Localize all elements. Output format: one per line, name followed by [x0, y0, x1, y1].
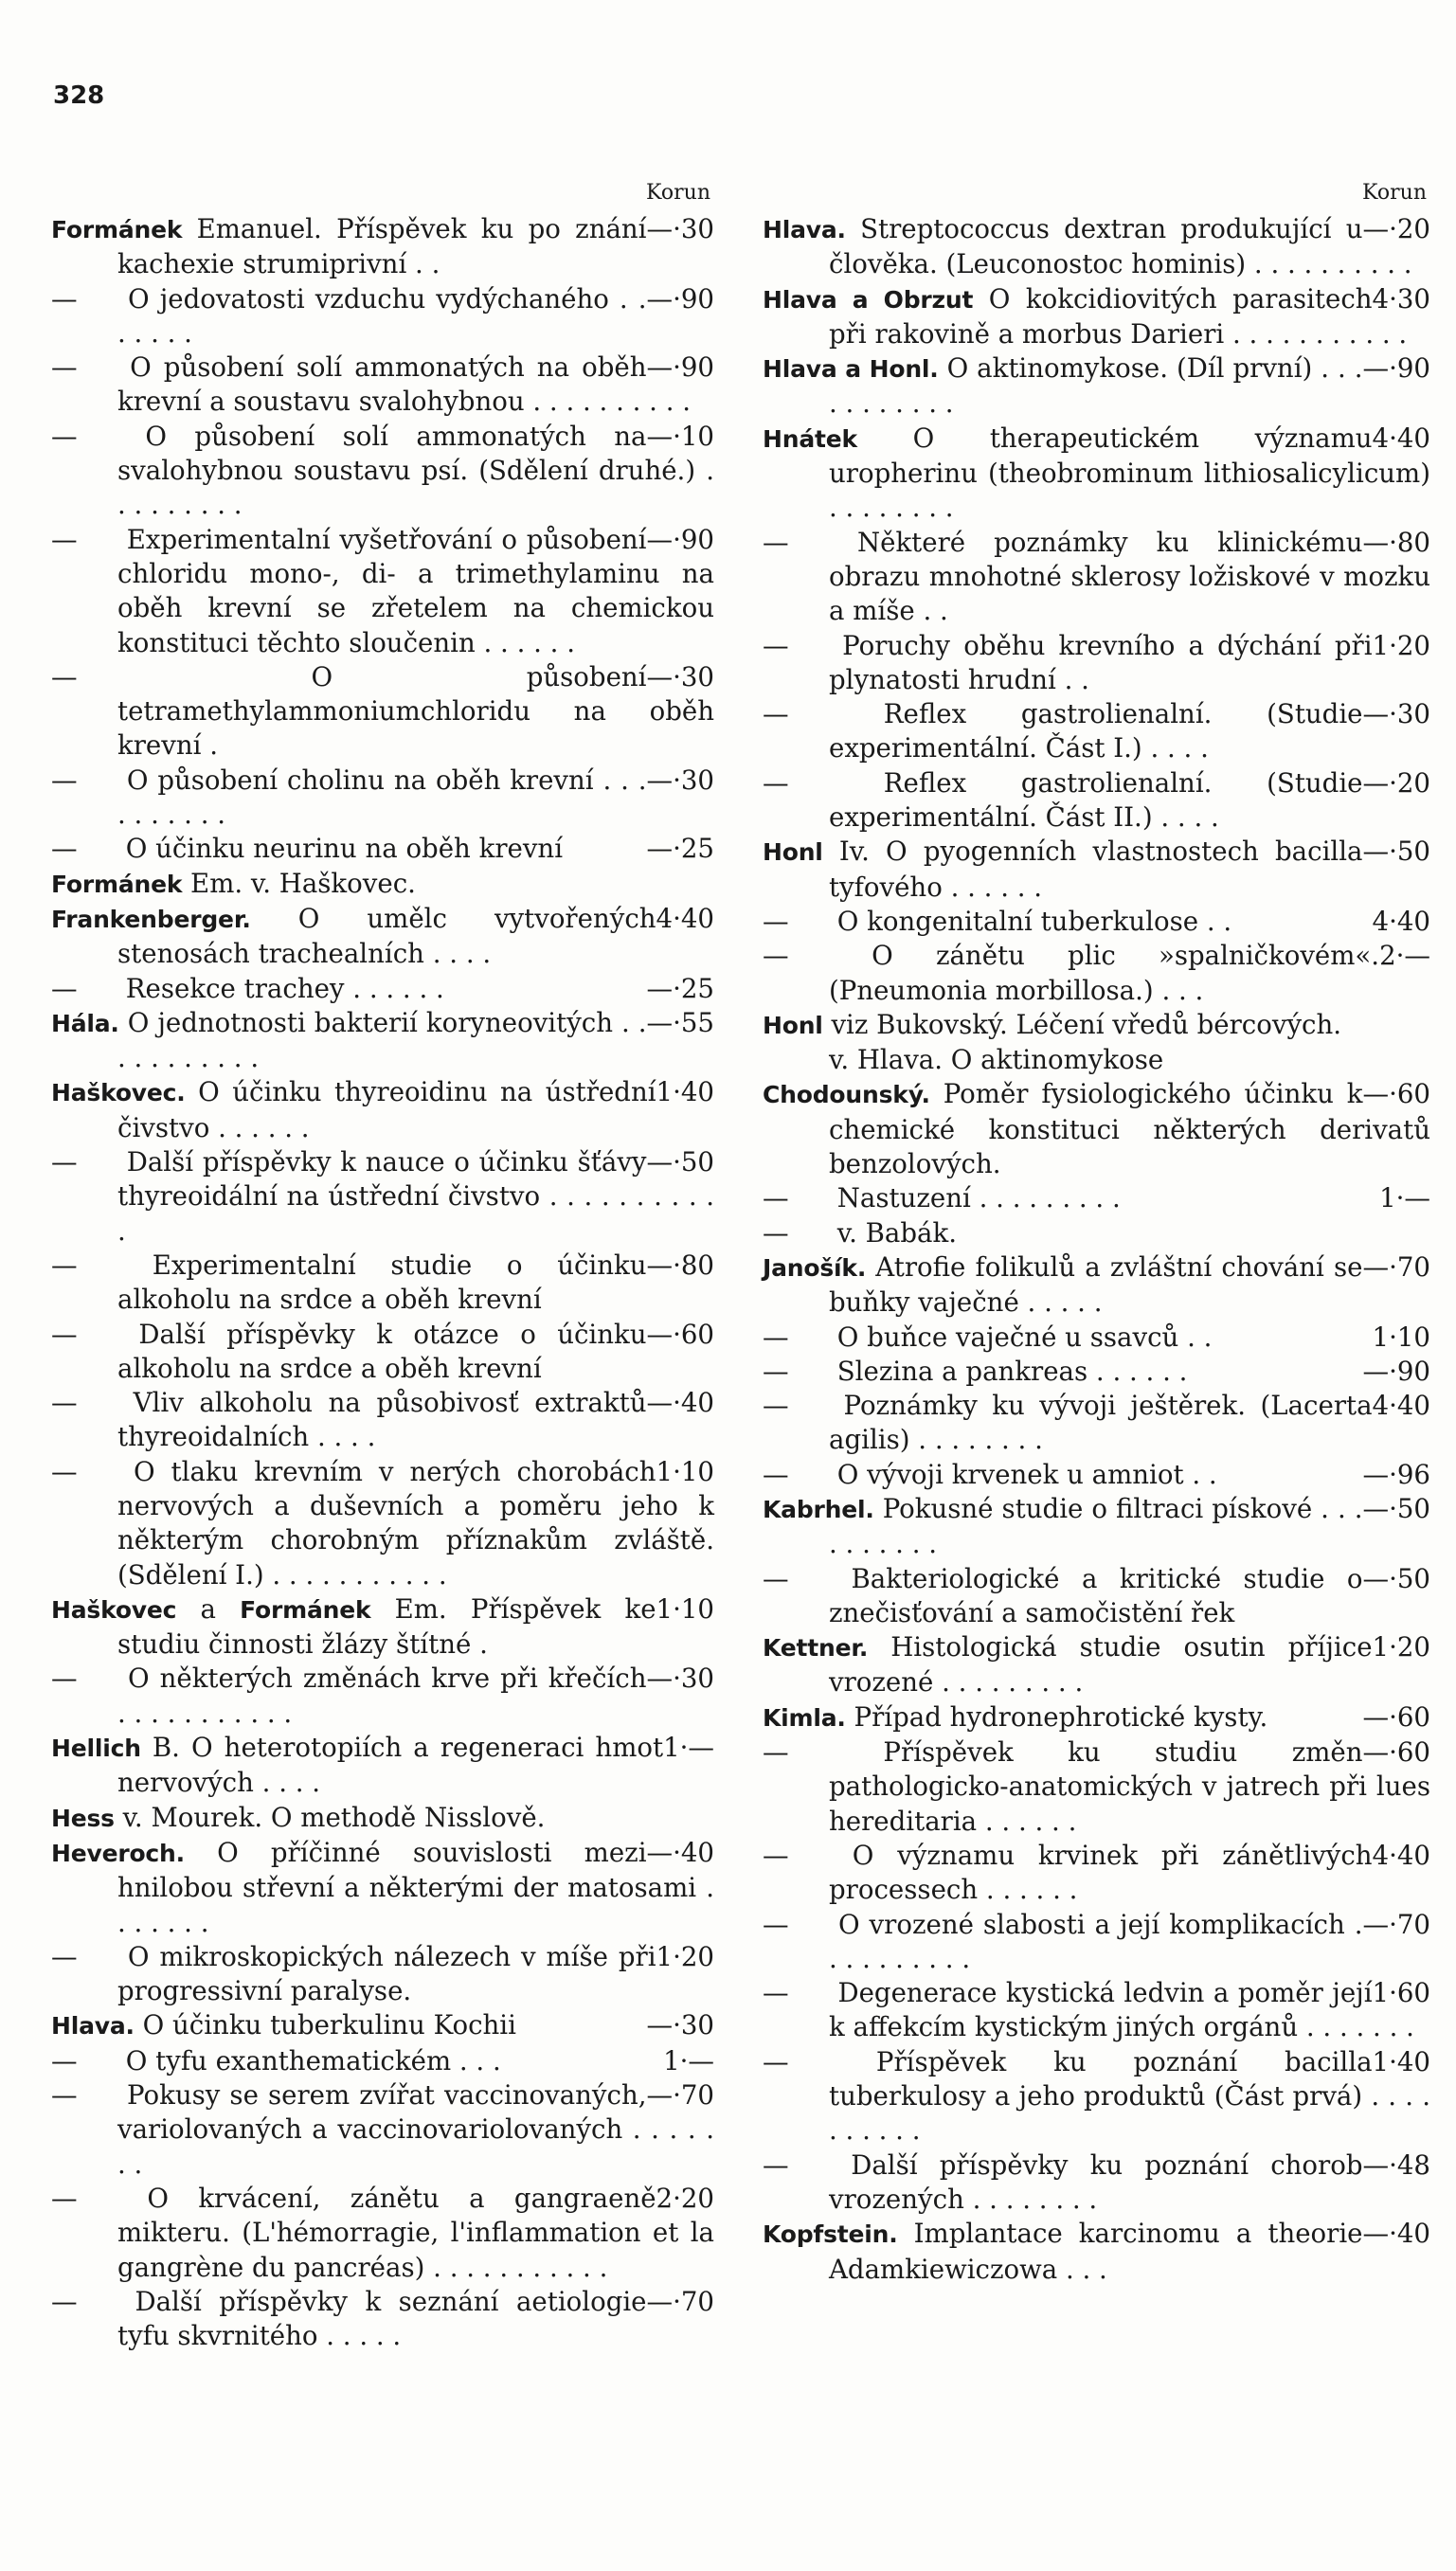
bibliography-entry — [51, 1801, 714, 1836]
bibliography-entry — [763, 1216, 1430, 1250]
bibliography-entry — [763, 422, 1430, 526]
bibliography-entry — [51, 1940, 714, 2009]
author-name: Hellich — [51, 1735, 141, 1763]
bibliography-entry — [763, 1077, 1430, 1181]
entry-price: —·30 — [646, 2009, 714, 2041]
bibliography-entry — [51, 660, 714, 764]
bibliography-entry — [51, 2078, 714, 2182]
bibliography-entry — [51, 764, 714, 833]
author-name: Honl — [763, 1011, 823, 1039]
entry-price: 1·20 — [1372, 629, 1430, 661]
bibliography-entry — [51, 420, 714, 523]
entry-title: Iv. O pyogenních vlastnostech bacilla tyfového . . . . . . — [822, 836, 1363, 903]
bibliography-entry — [51, 2044, 714, 2078]
entry-title: Některé poznámky ku klinickému obrazu mnohotné sklerosy ložiskové v mozku a míše . . — [829, 526, 1430, 627]
entry-title: O therapeutickém významu uropherinu (theobrominum lithiosalicylicum) . . . . . . . . — [829, 422, 1430, 524]
ditto-dash: — — [763, 1908, 789, 1940]
entry-title: Pokusné studie o filtraci pískové . . . . . . . . . . — [829, 1492, 1363, 1560]
entry-title: Poznámky ku vývoji ještěrek. (Lacerta agilis) . . . . . . . . — [829, 1390, 1373, 1456]
entry-title: O umělc vytvořených stenosách trachealních . . . . — [117, 902, 656, 970]
author-name: Hlava. — [51, 2012, 135, 2041]
bibliography-entry — [763, 1562, 1430, 1631]
entry-price: —·50 — [646, 1146, 714, 1178]
entry-price: —·70 — [1362, 1250, 1430, 1283]
entry-price: —·40 — [1362, 2218, 1430, 2250]
ditto-dash: — — [51, 1249, 78, 1281]
entry-price: —·30 — [646, 660, 714, 692]
ditto-dash: — — [51, 1387, 78, 1419]
author-name: Hess — [51, 1804, 115, 1832]
entry-title: Emanuel. Příspěvek ku po znání kachexie strumiprivní . . — [117, 213, 647, 280]
bibliography-entry — [763, 1355, 1430, 1389]
entry-price: —·90 — [646, 351, 714, 384]
entry-price: 1·10 — [1372, 1321, 1430, 1353]
entry-title: O aktinomykose. (Díl první) . . . . . . . . . . . — [829, 352, 1363, 420]
entry-price: —·60 — [646, 1318, 714, 1350]
entry-price: —·90 — [1362, 1355, 1430, 1387]
bibliography-entry — [763, 766, 1430, 836]
bibliography-entry — [51, 351, 714, 420]
entry-title: Příspěvek ku poznání bacilla tuberkulosy a jeho produktů (Část prvá) . . . . . . . . . . — [829, 2045, 1430, 2147]
bibliography-entry — [51, 282, 714, 351]
bibliography-entry — [51, 1731, 714, 1801]
entry-price: —·50 — [1362, 836, 1430, 868]
entry-price: —·20 — [1362, 766, 1430, 799]
bibliography-entry — [51, 212, 714, 282]
bibliography-entry — [763, 905, 1430, 939]
ditto-dash: — — [51, 351, 78, 384]
author-name: Kabrhel. — [763, 1495, 874, 1523]
entry-title: Nastuzení . . . . . . . . . — [829, 1182, 1121, 1214]
entry-title: Reflex gastrolienalní. (Studie experimentální. Část I.) . . . . — [829, 698, 1363, 764]
entry-title: Vliv alkoholu na působivosť extraktů thyreoidalních . . . . — [117, 1387, 647, 1453]
ditto-dash: — — [763, 1562, 789, 1594]
bibliography-entry — [763, 526, 1430, 629]
entry-price: 1·40 — [1372, 2045, 1430, 2077]
bibliography-entry — [763, 212, 1430, 282]
entry-title: Implantace karcinomu a theorie Adamkiewiczowa . . . — [829, 2218, 1363, 2285]
bibliography-entry — [763, 697, 1430, 766]
bibliography-entry — [763, 1700, 1430, 1735]
entry-price: —·48 — [1362, 2148, 1430, 2181]
author-name: Kopfstein. — [763, 2220, 898, 2249]
entry-price: 4·40 — [656, 902, 714, 934]
ditto-dash: — — [51, 2079, 78, 2112]
entry-title: O buňce vaječné u ssavců . . — [829, 1321, 1213, 1353]
ditto-dash: — — [51, 1146, 78, 1178]
ditto-dash: — — [51, 2285, 78, 2317]
right-column — [763, 180, 1430, 2287]
bibliography-entry — [763, 629, 1430, 698]
entry-price: 4·40 — [1372, 905, 1430, 937]
entry-title: O krvácení, zánětu a gangraeně mikteru. (L'hémorragie, l'inflammation et la gangrène du pancréas) . . . . . . . . . . . — [117, 2182, 714, 2283]
entry-title: v. Mourek. O methodě Nisslově. — [114, 1801, 546, 1833]
bibliography-entry — [763, 1321, 1430, 1355]
entry-price: 4·40 — [1372, 1839, 1430, 1871]
entry-title: Poměr fysiologického účinku k chemické konstituci některých derivatů benzolových. — [829, 1078, 1430, 1180]
bibliography-entry — [763, 939, 1430, 1008]
entry-price: —·70 — [646, 2285, 714, 2317]
entry-title: Příspěvek ku studiu změn pathologicko-anatomických v jatrech při lues hereditaria . . . . . . — [829, 1736, 1430, 1837]
ditto-dash: — — [763, 1977, 789, 2009]
entry-price: —·60 — [1362, 1078, 1430, 1110]
bibliography-entry — [51, 1455, 714, 1592]
ditto-dash: — — [51, 1455, 78, 1487]
entry-price: —·20 — [1362, 213, 1430, 244]
author-name: Chodounský. — [763, 1081, 930, 1109]
bibliography-entry — [51, 1386, 714, 1455]
entry-price: —·50 — [1362, 1492, 1430, 1524]
bibliography-entry — [51, 832, 714, 866]
bibliography-entry — [51, 972, 714, 1006]
bibliography-entry — [763, 282, 1430, 352]
bibliography-entry — [51, 1318, 714, 1387]
ditto-dash: — — [763, 526, 789, 558]
bibliography-entry — [763, 835, 1430, 905]
author-name: Haškovec. — [51, 1079, 186, 1107]
bibliography-entry — [763, 2148, 1430, 2218]
entry-title: v. Hlava. O aktinomykose — [829, 1044, 1164, 1076]
entry-title: O tlaku krevním v nerých chorobách nervových a duševních a poměru jeho k některým chorobným příznakům zvláště. (Sdělení I.) . . . . . . . . . . . — [117, 1455, 714, 1591]
ditto-dash: — — [763, 1390, 789, 1422]
ditto-dash: — — [763, 1216, 789, 1249]
ditto-dash: — — [51, 972, 78, 1004]
ditto-dash: — — [763, 2148, 789, 2181]
entry-title: O tyfu exanthematickém . . . — [117, 2044, 501, 2077]
entry-price: 1·— — [663, 2044, 714, 2077]
entry-title: Degenerace kystická ledvin a poměr její k affekcím kystickým jiných orgánů . . . . . . . — [829, 1977, 1414, 2043]
entry-title: O kokcidiovitých parasitech při rakovině a morbus Darieri . . . . . . . . . . . — [829, 282, 1408, 350]
bibliography-entry — [763, 1492, 1430, 1562]
entry-price: 4·40 — [1372, 422, 1430, 454]
author-name: Kettner. — [763, 1634, 869, 1663]
ditto-dash: — — [763, 2045, 789, 2077]
entry-title: Slezina a pankreas . . . . . . — [829, 1355, 1188, 1387]
bibliography-entry — [763, 1908, 1430, 1977]
entry-title: O vrozené slabosti a její komplikacích . . . . . . . . . . — [829, 1908, 1363, 1974]
entry-price: —·40 — [646, 1387, 714, 1419]
author-name: Hlava a Honl. — [763, 355, 939, 384]
entry-price: —·30 — [1362, 698, 1430, 730]
entry-title: O jednotnosti bakterií koryneovitých . . . . . . . . . . . — [117, 1006, 647, 1074]
bibliography-entry — [51, 1145, 714, 1249]
entry-price: 1·60 — [1372, 1977, 1430, 2009]
entry-price: —·25 — [646, 972, 714, 1004]
bibliography-entry — [51, 2008, 714, 2043]
author-name: Janošík. — [763, 1253, 867, 1282]
ditto-dash: — — [51, 660, 78, 692]
bibliography-entry — [763, 1181, 1430, 1215]
entry-price: 1·— — [663, 1732, 714, 1764]
author-name: Formánek — [51, 870, 183, 898]
bibliography-entry — [51, 1836, 714, 1940]
bibliography-entry — [51, 1075, 714, 1145]
entry-price: 4·40 — [1372, 1390, 1430, 1422]
bibliography-entry — [51, 1249, 714, 1318]
entry-title: Resekce trachey . . . . . . — [117, 972, 444, 1004]
author-name: Formánek — [51, 216, 183, 243]
entry-title: Další příspěvky k nauce o účinku šťávy thyreoidální na ústřední čivstvo . . . . . . . . . . . — [117, 1146, 714, 1247]
ditto-dash: — — [51, 1318, 78, 1350]
ditto-dash: — — [763, 1355, 789, 1387]
bibliography-entry — [51, 902, 714, 972]
ditto-dash: — — [763, 905, 789, 937]
entry-title: O působení tetramethylammoniumchloridu na oběh krevní . — [117, 660, 714, 762]
bibliography-entry — [763, 1250, 1430, 1321]
entry-title: B. O heterotopiích a regeneraci hmot nervových . . . . — [117, 1732, 664, 1799]
entry-title: O působení solí ammonatých na svalohybnou soustavu psí. (Sdělení druhé.) . . . . . . . . . — [117, 420, 714, 521]
ditto-dash: — — [763, 940, 789, 972]
entry-price: 1·10 — [656, 1455, 714, 1487]
entry-title: Bakteriologické a kritické studie o znečisťování a samočistění řek — [829, 1562, 1363, 1628]
entry-price: —·40 — [646, 1836, 714, 1868]
entry-price: —·80 — [1362, 526, 1430, 558]
bibliography-entry — [51, 1662, 714, 1731]
entry-title: Případ hydronephrotické kysty. — [845, 1700, 1268, 1733]
entry-title: O významu krvinek při zánětlivých processech . . . . . . — [829, 1839, 1373, 1906]
entry-price: 2·— — [1379, 940, 1430, 972]
entry-price: —·70 — [646, 2079, 714, 2112]
entry-price: 1·— — [1379, 1182, 1430, 1214]
ditto-dash: — — [763, 1182, 789, 1214]
entry-price: —·55 — [646, 1006, 714, 1038]
author-name: Haškovec — [51, 1595, 177, 1624]
entry-title: Histologická studie osutin příjice vrozené . . . . . . . . . — [829, 1631, 1373, 1699]
ditto-dash: — — [763, 1458, 789, 1490]
author-name: Hnátek — [763, 424, 857, 453]
entry-title: Další příspěvky k seznání aetiologie tyfu skvrnitého . . . . . — [117, 2285, 647, 2352]
ditto-dash: — — [51, 2044, 78, 2077]
bibliography-entry — [51, 1006, 714, 1076]
entry-title: O mikroskopických nálezech v míše při progressivní paralyse. — [117, 1940, 656, 2007]
entry-title: O účinku neurinu na oběh krevní — [117, 833, 564, 865]
entry-title: Další příspěvky ku poznání chorob vrozených . . . . . . . . — [829, 2148, 1363, 2215]
ditto-dash: — — [51, 523, 78, 555]
entry-title: v. Babák. — [829, 1216, 957, 1249]
entry-price: —·90 — [646, 282, 714, 315]
bibliography-entry — [763, 2045, 1430, 2148]
bibliography-entry — [763, 1976, 1430, 2045]
column-header-korun: Korun — [1362, 181, 1427, 205]
column-header-korun: Korun — [646, 181, 710, 205]
entry-title: O účinku thyreoidinu na ústřední čivstvo . . . . . . — [117, 1076, 656, 1143]
entry-title: O některých změnách krve při křečích . . . . . . . . . . . — [117, 1663, 647, 1729]
bibliography-entry — [763, 1389, 1430, 1458]
author-name: Formánek — [240, 1595, 371, 1624]
entry-price: 1·20 — [656, 1940, 714, 1972]
bibliography-entry — [763, 1630, 1430, 1700]
entry-title: Experimentalní vyšetřování o působení chloridu mono-, di- a trimethylaminu na oběh krevní se zřetelem na chemickou konstituci těchto sloučenin . . . . . . — [117, 523, 714, 658]
entry-title: O vývoji krvenek u amniot . . — [829, 1458, 1217, 1490]
bibliography-entry — [763, 351, 1430, 422]
ditto-dash: — — [51, 282, 78, 315]
bibliography-entry — [763, 2217, 1430, 2287]
entry-title: O působení solí ammonatých na oběh krevní a soustavu svalohybnou . . . . . . . . . . — [117, 351, 692, 418]
author-name: Heveroch. — [51, 1839, 185, 1867]
entry-price: —·60 — [1362, 1700, 1430, 1733]
ditto-dash: — — [51, 764, 78, 796]
ditto-dash: — — [51, 1663, 78, 1695]
bibliography-entry — [51, 2182, 714, 2285]
entry-price: —·10 — [646, 420, 714, 452]
ditto-dash: — — [763, 766, 789, 799]
entry-title: Pokusy se serem zvířat vaccinovaných, variolovaných a vaccinovariolovaných . . . . . . . — [117, 2079, 714, 2180]
entry-title: Experimentalní studie o účinku alkoholu na srdce a oběh krevní — [117, 1249, 647, 1316]
entry-price: —·25 — [646, 833, 714, 865]
entry-title: Streptococcus dextran produkující u člověka. (Leuconostoc hominis) . . . . . . . . . . — [829, 213, 1412, 280]
entry-price: 1·10 — [656, 1592, 714, 1625]
bibliography-entry — [763, 1735, 1430, 1839]
entry-price: —·90 — [1362, 352, 1430, 385]
entry-title: viz Bukovský. Léčení vředů bércových. — [822, 1008, 1342, 1040]
entry-price: 1·20 — [1372, 1631, 1430, 1663]
ditto-dash: — — [763, 1736, 789, 1769]
author-name: Hlava. — [763, 216, 846, 243]
entry-title: O působení cholinu na oběh krevní . . . . . . . . . . — [117, 764, 647, 831]
bibliography-entry — [763, 1839, 1430, 1908]
entry-price: —·96 — [1362, 1458, 1430, 1490]
ditto-dash: — — [51, 2182, 78, 2214]
bibliography-entry — [763, 1008, 1430, 1043]
entry-title: O účinku tuberkulinu Kochii — [134, 2009, 516, 2041]
entry-title: Reflex gastrolienalní. (Studie experimentální. Část II.) . . . . — [829, 766, 1363, 834]
left-entry-list — [51, 212, 714, 2353]
author-name: Frankenberger. — [51, 905, 251, 933]
entry-title: Em. Příspěvek ke studiu činnosti žlázy štítné . — [117, 1592, 656, 1661]
ditto-dash: — — [763, 1321, 789, 1353]
entry-title: Poruchy oběhu krevního a dýchání při plynatosti hrudní . . — [829, 629, 1373, 695]
entry-price: 2·20 — [656, 2182, 714, 2214]
entry-title: Další příspěvky k otázce o účinku alkoholu na srdce a oběh krevní — [117, 1318, 647, 1384]
entry-price: 4·30 — [1372, 282, 1430, 315]
ditto-dash: — — [763, 1839, 789, 1871]
ditto-dash: — — [51, 1940, 78, 1972]
entry-price: —·30 — [646, 213, 714, 244]
entry-price: —·60 — [1362, 1736, 1430, 1769]
entry-price: 1·40 — [656, 1076, 714, 1108]
ditto-dash: — — [51, 833, 78, 865]
entry-title: Atrofie folikulů a zvláštní chování se buňky vaječné . . . . . — [829, 1250, 1363, 1319]
bibliography-entry — [51, 867, 714, 902]
entry-title: Em. v. Haškovec. — [182, 867, 416, 899]
bibliography-entry — [51, 523, 714, 660]
entry-title: O jedovatosti vzduchu vydýchaného . . . . . . . — [117, 282, 647, 349]
right-entry-list — [763, 212, 1430, 2287]
entry-price: —·80 — [646, 1249, 714, 1281]
ditto-dash: — — [51, 420, 78, 452]
entry-price: —·90 — [646, 523, 714, 555]
entry-price: —·30 — [646, 1663, 714, 1695]
entry-price: —·30 — [646, 764, 714, 796]
ditto-dash: — — [763, 698, 789, 730]
author-name: Hlava a Obrzut — [763, 285, 974, 314]
author-name: Honl — [763, 838, 823, 867]
page-number: 328 — [53, 81, 105, 110]
entry-title: O zánětu plic »spalničkovém«. (Pneumonia morbillosa.) . . . — [829, 940, 1380, 1006]
bibliography-entry — [51, 2285, 714, 2354]
entry-title: a — [176, 1592, 241, 1625]
entry-price: —·70 — [1362, 1908, 1430, 1940]
bibliography-entry — [763, 1043, 1430, 1077]
bibliography-entry — [763, 1458, 1430, 1492]
entry-title: O kongenitalní tuberkulose . . — [829, 905, 1232, 937]
bibliography-entry — [51, 1592, 714, 1663]
entry-title: O příčinné souvislosti mezi hnilobou střevní a některými der matosami . . . . . . . — [117, 1836, 714, 1938]
entry-price: —·50 — [1362, 1562, 1430, 1594]
author-name: Hála. — [51, 1009, 119, 1037]
author-name: Kimla. — [763, 1703, 846, 1732]
ditto-dash: — — [763, 629, 789, 661]
left-column — [51, 180, 714, 2353]
